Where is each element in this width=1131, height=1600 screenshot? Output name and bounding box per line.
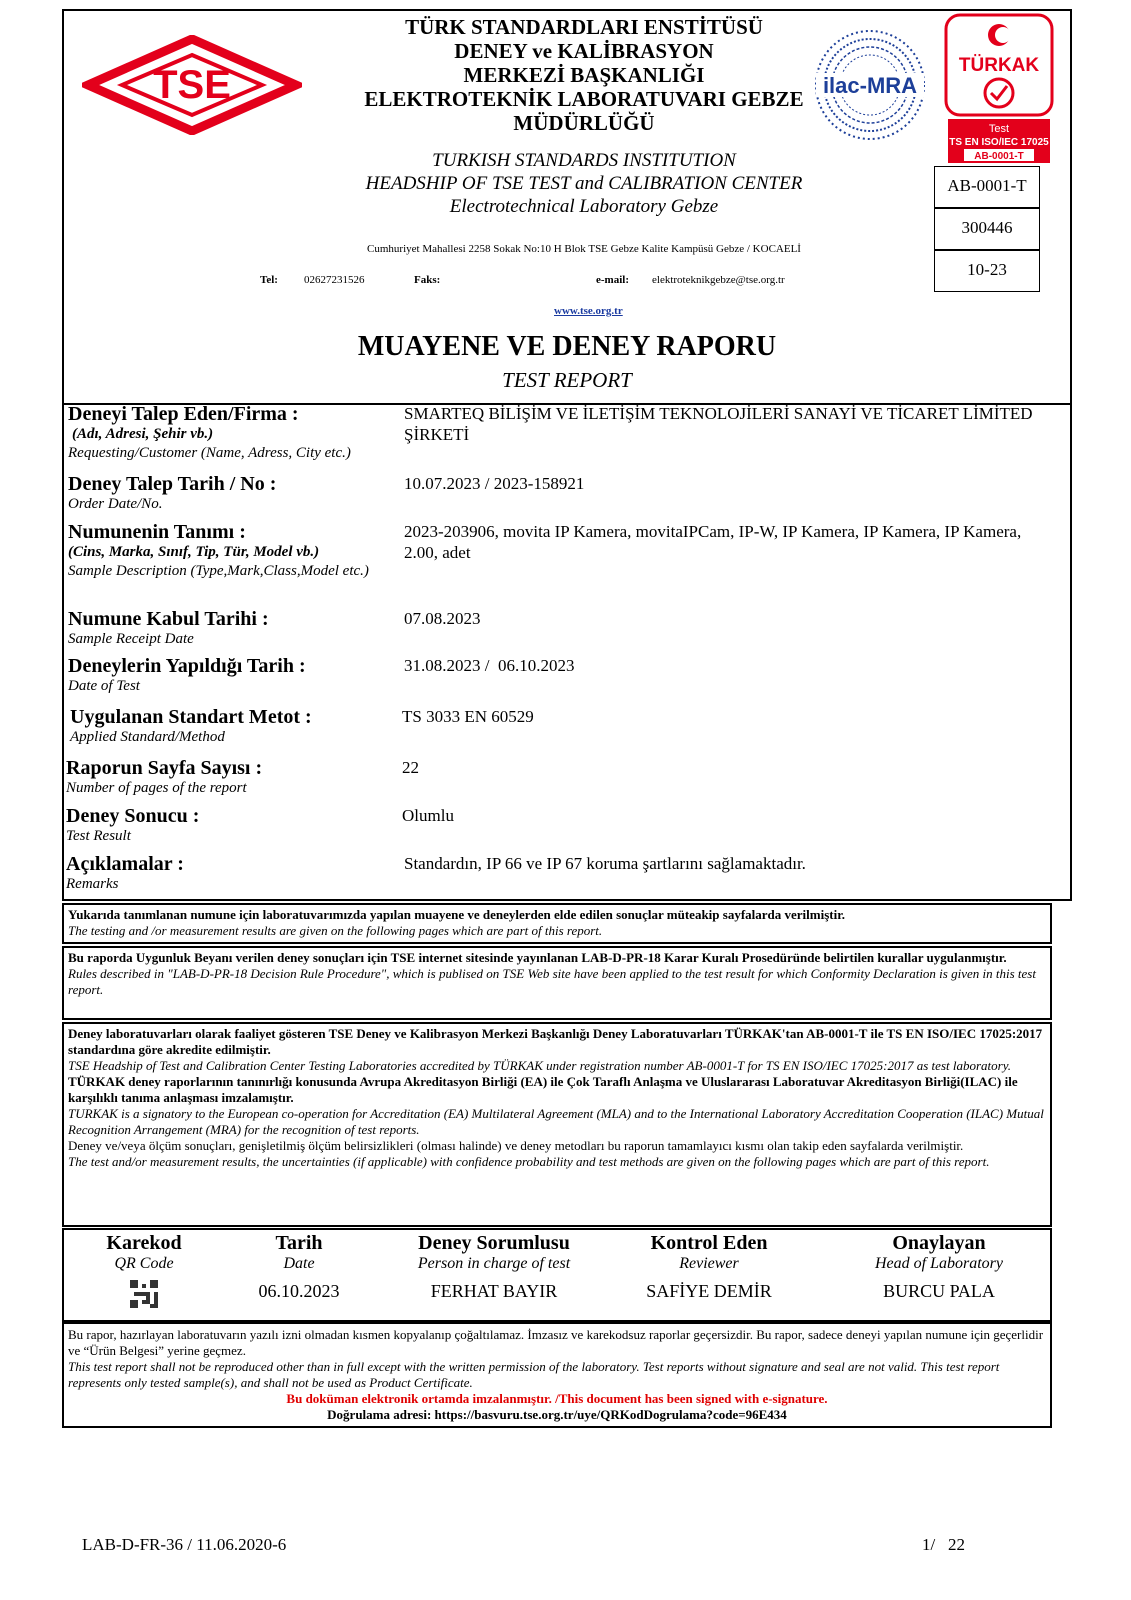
note-text-en: The testing and /or measurement results are given on the following pages which are part of this report. [68,923,603,938]
signature-reviewer [624,1232,794,1302]
signature-value: SAFİYE DEMİR [646,1281,772,1301]
signature-date [234,1232,364,1302]
signature-title-tr: Kontrol Eden [650,1232,768,1254]
signature-title-tr: Deney Sorumlusu [418,1232,570,1254]
footer-text-tr: Bu rapor, hazırlayan laboratuvarın yazılı izni olmadan kısmen kopyalanıp çoğaltılamaz. İmzasız ve karekodsuz raporlar geçersizdir. Bu rapor, sadece deneyi yapılan numune için geçerlidir ve “Ürün Belgesi” yerine geçmez. [68,1327,1044,1358]
signature-value: FERHAT BAYIR [430,1281,558,1301]
report-info-section [62,403,1072,901]
field-value: 31.08.2023 / 06.10.2023 [404,656,575,675]
field-label-en: Requesting/Customer (Name, Adress, City etc.) [68,445,351,461]
signature-qr [74,1232,214,1313]
note-text-tr: TÜRKAK deney raporlarının tanınırlığı konusunda Avrupa Akreditasyon Birliği (EA) ile Çok Taraflı Anlaşma ve Uluslararası Laboratuvar Akreditasyon Birliği(ILAC) ile karşılıklı tanıma anlaşması imzalamıştır. [68,1074,1018,1105]
form-number: LAB-D-FR-36 / 11.06.2020-6 [82,1535,287,1554]
note-text-tr: Deney ve/veya ölçüm sonuçları, genişletilmiş ölçüm belirsizlikleri (olması halinde) ve deney metodları bu raporun tamamlayıcı kısmı olan takip eden sayfalarda verilmiştir. [68,1138,964,1153]
note-text-tr: Bu raporda Uygunluk Beyanı verilen deney sonuçları için TSE internet sitesinde yayınlanan LAB-D-PR-18 Karar Kuralı Prosedüründe belirtilen kurallar uygulanmıştır. [68,950,1007,965]
signature-title-en: Reviewer [679,1255,739,1272]
website-link[interactable]: www.tse.org.tr [554,305,623,317]
field-value: Olumlu [402,806,454,825]
field-label-en: Number of pages of the report [66,780,247,796]
decision-rule-note [62,946,1052,1020]
accreditation-code: AB-0001-T [934,166,1040,208]
field-label-en: Sample Description (Type,Mark,Class,Model etc.) [68,563,369,579]
signature-title-en: Head of Laboratory [875,1255,1003,1272]
footer-text-en: This test report shall not be reproduced other than in full except with the written permission of the laboratory. Test reports without signature and seal are not valid. This test report represents only tested sample(s), and shall not be used as Product Certificate. [68,1359,1000,1390]
note-text-tr: Yukarıda tanımlanan numune için laboratuvarımızda yapılan muayene ve deneylerden elde edilen sonuçlar müteakip sayfalarda verilmiştir. [68,907,846,922]
field-value: 2023-203906, movita IP Kamera, movitaIPCam, IP-W, IP Kamera, IP Kamera, IP Kamera, 2.00, adet [404,522,1022,562]
report-title-tr: MUAYENE VE DENEY RAPORU [357,331,777,362]
email-label: e-mail: [596,274,629,286]
field-label-tr: Deney Talep Tarih / No : [68,473,277,495]
field-value: 22 [402,758,419,777]
report-title-en: TEST REPORT [502,368,632,392]
org-name-tr: TÜRK STANDARDLARI ENSTİTÜSÜ DENEY ve KALİBRASYON MERKEZİ BAŞKANLIĞI ELEKTROTEKNİK LABORATUVARI GEBZE MÜDÜRLÜĞÜ [364,15,804,135]
note-text-en: TSE Headship of Test and Calibration Center Testing Laboratories accredited by TÜRKAK under registration number AB-0001-T for TS EN ISO/IEC 17025:2017 as test laboratory. [68,1058,1012,1073]
report-header [62,9,1072,405]
signature-title-tr: Onaylayan [892,1232,986,1254]
turkak-test-text: Test [988,123,1010,135]
field-label-tr: Deneyi Talep Eden/Firma : [68,403,299,425]
field-label-en: Applied Standard/Method [70,729,225,745]
verification-url[interactable]: Doğrulama adresi: https://basvuru.tse.org.tr/uye/QRKodDogrulama?code=96E434 [327,1407,787,1422]
field-label-tr: Deneylerin Yapıldığı Tarih : [68,655,306,677]
field-label-en: Sample Receipt Date [68,631,194,647]
field-value: TS 3033 EN 60529 [402,707,534,726]
field-label-tr: Numunenin Tanımı : [68,521,246,543]
signature-title-en: QR Code [114,1255,174,1272]
field-label-tr: Deney Sonucu : [66,805,200,827]
signature-title-en: Person in charge of test [417,1255,571,1272]
tse-logo [82,35,302,135]
report-footer-note [62,1322,1052,1428]
field-label-en: Order Date/No. [68,496,163,512]
field-label-tr: Numune Kabul Tarihi : [68,608,269,630]
field-value: 10.07.2023 / 2023-158921 [404,474,585,493]
signature-person-in-charge [384,1232,604,1302]
signature-title-tr: Karekod [106,1232,182,1254]
field-label-tr: Raporun Sayfa Sayısı : [66,757,263,779]
tel-value: 02627231526 [304,274,365,286]
ilac-text: ilac-MRA [822,73,918,98]
address: Cumhuriyet Mahallesi 2258 Sokak No:10 H Blok TSE Gebze Kalite Kampüsü Gebze / KOCAELİ [367,243,801,255]
turkak-code-text: AB-0001-T [974,151,1024,162]
accreditation-note [62,1022,1052,1227]
qr-code-icon[interactable] [130,1280,158,1308]
org-name-en: TURKISH STANDARDS INSTITUTION HEADSHIP OF TSE TEST and CALIBRATION CENTER Electrotechnical Laboratory Gebze [365,150,803,217]
field-label-en: Date of Test [68,678,140,694]
report-code: 10-23 [934,250,1040,292]
organization-block [319,15,849,218]
signature-head-of-lab [839,1232,1039,1302]
note-text-tr: Deney laboratuvarları olarak faaliyet gösteren TSE Deney ve Kalibrasyon Merkezi Başkanlığı Deney Laboratuvarları TÜRKAK'tan AB-0001-T ile TS EN ISO/IEC 17025:2017 standardına göre akredite edilmiştir. [68,1026,1043,1057]
field-label-sub: (Adı, Adresi, Şehir vb.) [72,426,214,442]
field-label-sub: (Cins, Marka, Sınıf, Tip, Tür, Model vb.) [68,544,320,560]
esignature-notice: Bu doküman elektronik ortamda imzalanmıştır. /This document has been signed with e-signature. [286,1391,828,1406]
note-text-en: Rules described in "LAB-D-PR-18 Decision Rule Procedure", which is publised on TSE Web site have been applied to the test result for which Conformity Declaration is given in this test report. [68,966,1036,997]
field-value: 07.08.2023 [404,609,481,628]
ilac-mra-logo [812,27,928,143]
turkak-std-text: TS EN ISO/IEC 17025 [949,137,1049,148]
signature-block [62,1228,1052,1322]
note-text-en: TURKAK is a signatory to the European co-operation for Accreditation (EA) Multilateral Agreement (MLA) and to the International Laboratory Accreditation Cooperation (ILAC) Mutual Recognition Arrangement (MRA) for the recognition of test reports. [68,1106,1044,1137]
signature-value: 06.10.2023 [258,1281,340,1301]
field-value: Standardın, IP 66 ve IP 67 koruma şartlarını sağlamaktadır. [404,854,806,873]
field-label-en: Test Result [66,828,131,844]
field-label-tr: Uygulanan Standart Metot : [70,706,312,728]
fax-label: Faks: [414,274,441,286]
results-note [62,903,1052,944]
signature-title-tr: Tarih [275,1232,323,1254]
email-value: elektroteknikgebze@tse.org.tr [652,274,785,286]
turkak-text: TÜRKAK [958,55,1040,76]
signature-title-en: Date [283,1255,315,1272]
field-value: SMARTEQ BİLİŞİM VE İLETİŞİM TEKNOLOJİLERİ SANAYİ VE TİCARET LİMİTED ŞİRKETİ [404,404,1033,444]
tel-label: Tel: [260,274,278,286]
page-number: 1/ 22 [922,1535,965,1554]
signature-value: BURCU PALA [883,1281,995,1301]
lab-code: 300446 [934,208,1040,250]
note-text-en: The test and/or measurement results, the uncertainties (if applicable) with confidence probability and test methods are given on the following pages which are part of this report. [68,1154,990,1169]
field-label-tr: Açıklamalar : [66,853,184,875]
tse-logo-text: TSE [153,63,231,107]
turkak-logo [944,13,1054,165]
field-label-en: Remarks [66,876,119,892]
